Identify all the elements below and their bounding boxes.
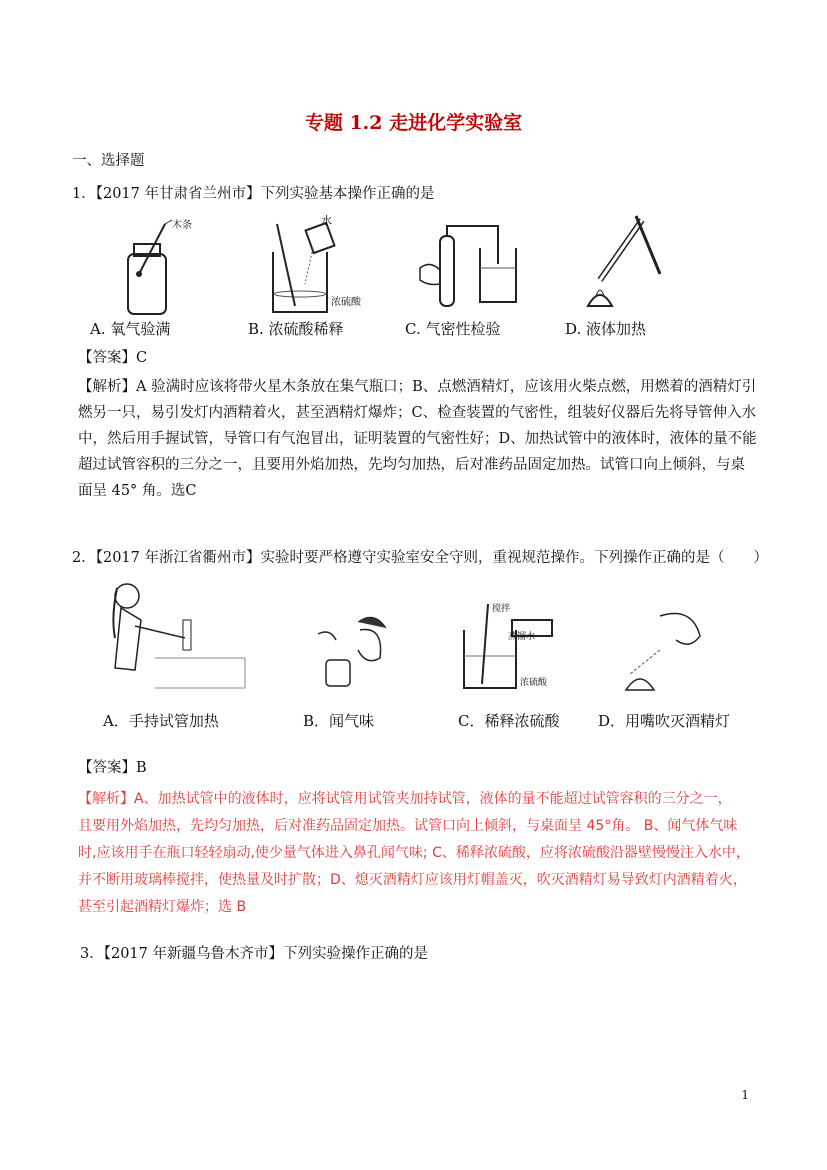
q1-option-d: D. 液体加热 [565,320,647,338]
q1-figure-c-airtightness [418,224,518,319]
page-title: 专题 1.2 走进化学实验室 [304,112,523,134]
q1-analysis-line: 中，然后用手握试管，导管口有气泡冒出，证明装置的气密性好；D、加热试管中的液体时，液体的量不能 [78,431,757,447]
q1-option-b: B. 浓硫酸稀释 [248,320,344,338]
q1-option-c: C. 气密性检验 [405,320,501,338]
q3-stem: 3．【2017 年新疆乌鲁木齐市】下列实验操作正确的是 [80,946,428,962]
q2-option-d: D．用嘴吹灭酒精灯 [598,712,731,730]
q2-analysis-line: 时,应该用手在瓶口轻轻扇动,使少量气体进入鼻孔闻气味; C、稀释浓硫酸，应将浓硫酸沿器壁慢慢注入水中， [78,845,750,861]
q2-analysis-line: 并不断用玻璃棒搅拌，使热量及时扩散；D、熄灭酒精灯应该用灯帽盖灭，吹灭酒精灯易导致灯内酒精着火， [78,872,747,888]
page-number: 1 [741,1088,749,1102]
q2-figure-b-smell [296,600,396,690]
q2-analysis-line: 【解析】A、加热试管中的液体时，应将试管用试管夹加持试管，液体的量不能超过试管容积的三分之一， [78,791,732,807]
q2-answer: 【答案】B [78,760,147,776]
q1-answer: 【答案】C [78,350,148,366]
q1-analysis-line: 燃另一只，易引发灯内酒精着火，甚至酒精灯爆炸；C、检查装置的气密性，组装好仪器后先将导管伸入水 [78,405,757,421]
q1-analysis-line: 超过试管容积的三分之一，且要用外焰加热，先均匀加热，后对准药品固定加热。试管口向上倾斜，与桌 [78,457,745,473]
q1-label-water: 水 [321,214,332,227]
q2-analysis-line: 且要用外焰加热，先均匀加热，后对准药品固定加热。试管口向上倾斜，与桌面呈 45°角。 B、闻气体气味 [78,818,738,834]
q2-label-water: 蒸馏水 [508,632,536,642]
q2-option-b: B．闻气味 [303,712,375,730]
q1-analysis-line: 【解析】A 验满时应该将带火星木条放在集气瓶口；B、点燃酒精灯，应该用火柴点燃，用燃着的酒精灯引 [78,379,757,395]
q2-label-stir: 搅拌 [492,604,511,614]
q1-label-wood: 木条 [172,220,192,231]
q2-option-a: A．手持试管加热 [103,712,219,730]
q2-figure-a-hand-heating [95,578,255,693]
q1-figure-d-heating [580,214,670,319]
q1-analysis-line: 面呈 45° 角。选C [78,483,197,499]
q2-stem: 2．【2017 年浙江省衢州市】实验时要严格遵守实验室安全守则，重视规范操作。下列操作正确的是（ ） [72,550,768,566]
q1-option-a: A. 氧气验满 [90,320,171,338]
q1-stem: 1．【2017 年甘肃省兰州市】下列实验基本操作正确的是 [72,186,435,202]
q2-figure-d-blow-out [620,606,720,696]
q2-label-acid: 浓硫酸 [520,678,548,688]
q2-analysis [78,786,778,921]
q1-analysis [78,374,768,504]
q2-option-c: C．稀释浓硫酸 [458,712,560,730]
q2-analysis-line: 甚至引起酒精灯爆炸；选 B [78,899,247,915]
section-heading: 一、选择题 [72,153,145,169]
q1-label-acid: 浓硫酸 [331,297,361,308]
